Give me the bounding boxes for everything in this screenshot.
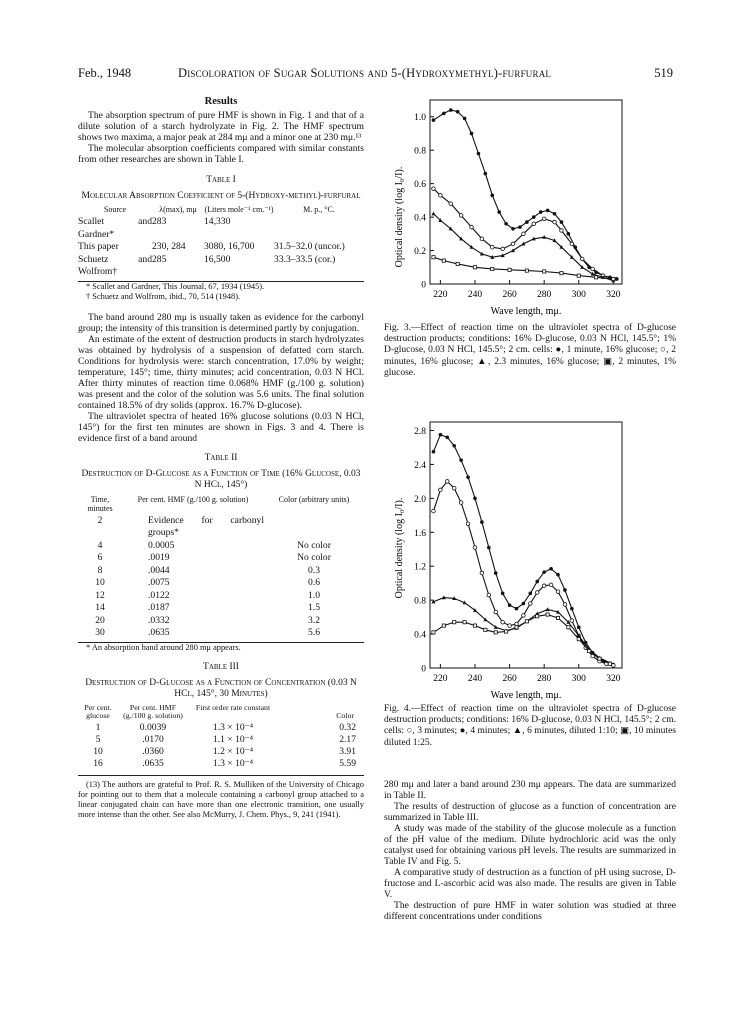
fig3-series-line <box>434 257 614 279</box>
figure-4-chart <box>384 418 676 702</box>
table2-row <box>78 515 364 540</box>
fig4-data-point <box>608 662 611 665</box>
fig3-data-point <box>525 220 529 224</box>
table2-cell-color: No color <box>297 552 331 563</box>
table2-cell-color: 0.6 <box>308 577 320 588</box>
table3-col-rate: First order rate constant <box>195 702 271 712</box>
fig4-data-point <box>466 522 470 526</box>
fig3-data-point <box>431 212 435 216</box>
fig4-data-point <box>445 480 449 484</box>
fig4-series-line <box>434 598 610 663</box>
fig3-data-point <box>459 214 463 218</box>
table2-body <box>78 515 364 640</box>
fig4-y-tick-label: 1.2 <box>414 562 426 573</box>
table1-cell-lmax: 285 <box>152 253 167 265</box>
table3-cell-hmf: 0.0039 <box>139 721 167 733</box>
table2-col-hmf: Per cent. HMF (g./100 g. solution) <box>137 494 249 504</box>
fig3-y-tick-label: 0.6 <box>414 180 426 191</box>
fig4-data-point <box>442 624 445 627</box>
fig4-data-point <box>452 486 456 490</box>
right-paragraph-4: A comparative study of destruction as a function of pH using sucrose, D-fructose and L-ascorbic acid was also made. The results are given in Table V. <box>384 867 676 900</box>
table2-cell-time: 14 <box>95 602 105 613</box>
table2-col-time: Time, minutes <box>87 494 113 513</box>
fig3-data-point <box>532 215 536 219</box>
table2-cell-time: 20 <box>95 614 105 626</box>
fig3-data-point <box>560 272 563 275</box>
right-paragraph-1: 280 mμ and later a band around 230 mμ appears. The data are summarized in Table II. <box>384 779 676 801</box>
fig3-data-point <box>560 220 564 224</box>
fig3-series-line <box>434 110 617 279</box>
table3-cell-color: 5.59 <box>339 757 356 769</box>
table3-row <box>78 734 364 746</box>
table2-cell-hmf: .0635 <box>148 627 170 638</box>
fig3-data-point <box>484 172 488 176</box>
table2-footnote: * An absorption band around 280 mμ appears. <box>86 642 241 652</box>
table2-cell-hmf: .0044 <box>148 564 170 576</box>
fig4-data-point <box>522 602 526 606</box>
table1-cell-mp: 33.3–33.5 (cor.) <box>274 253 336 265</box>
table3-cell-color: 3.91 <box>339 745 356 757</box>
table1-col-lmax: λ(max), mμ <box>159 205 197 214</box>
fig4-data-point <box>473 546 477 550</box>
fig3-data-point <box>473 266 476 269</box>
fig4-data-point <box>563 588 567 592</box>
table2-cell-time: 10 <box>95 577 105 588</box>
table2-row <box>78 552 364 565</box>
fig4-data-point <box>466 475 470 479</box>
fig4-data-point <box>432 509 436 513</box>
fig4-data-point <box>529 602 533 606</box>
table2-header <box>78 495 364 513</box>
left-column <box>78 96 364 820</box>
table2-cell-time: 30 <box>95 627 105 638</box>
table2-cell-hmf: .0332 <box>148 614 170 626</box>
fig4-data-point <box>515 607 519 611</box>
results-paragraph-2: The molecular absorption coefficients compared with similar constants from other researches are shown in Table I. <box>78 143 364 165</box>
table1-cell-source: Schuetz and Wolfrom† <box>78 253 152 277</box>
page-number: 519 <box>654 66 673 80</box>
table3-cell-hmf: .0635 <box>142 757 164 769</box>
table3-cell-rate: 1.3 × 10⁻⁴ <box>212 721 254 733</box>
body-paragraph-3: The band around 280 mμ is usually taken as evidence for the carbonyl group; the intensity of this transition is determined partly by conjugation. <box>78 311 364 334</box>
fig3-data-point <box>491 267 494 270</box>
fig4-data-point <box>577 625 581 629</box>
fig3-data-point <box>553 220 557 224</box>
table3-row <box>78 758 364 770</box>
table2-cell-color: 1.5 <box>308 602 320 613</box>
table1-cell-eps: 14,330 <box>204 216 231 227</box>
table1-col-source: Source <box>103 205 127 214</box>
table3-cell-rate: 1.1 × 10⁻⁴ <box>212 733 254 745</box>
table3-row <box>78 722 364 734</box>
table1-row <box>78 216 364 241</box>
table3-cell-glucose: 5 <box>95 733 101 745</box>
table2-label: Table II <box>204 452 238 463</box>
fig4-y-tick-label: 2.8 <box>414 426 426 437</box>
fig4-data-point <box>536 615 539 618</box>
table2-cell-color: No color <box>297 539 331 551</box>
fig4-data-point <box>563 603 567 607</box>
table1-cell-eps: 16,500 <box>204 253 231 265</box>
table3-body <box>78 722 364 770</box>
fig3-y-tick-label: 0.4 <box>414 213 426 224</box>
table3-title: Destruction of D-Glucose as a Function of Concentration (0.03 N HCl, 145°, 30 Minutes) <box>85 677 357 699</box>
fig4-data-point <box>439 433 443 437</box>
fig4-data-point <box>452 444 456 448</box>
fig4-data-point <box>522 614 526 618</box>
fig4-x-tick-label: 300 <box>571 674 586 684</box>
fig3-x-tick-label: 220 <box>433 290 448 300</box>
fig3-data-point <box>511 227 515 231</box>
results-heading: Results <box>204 96 238 107</box>
fig4-data-point <box>473 624 476 627</box>
fig4-data-point <box>598 657 601 660</box>
footnote-13: (13) The authors are grateful to Prof. R. S. Mulliken of the University of Chicago for pointing out to them that a molecule containing a carbonyl group attached to a linear conjugated chain can have more than one electronic transition, one usually more intense than the other. See also McMurry, J. Chem. Phys., 9, 241 (1941). <box>78 779 364 819</box>
fig3-data-point <box>463 117 467 121</box>
table2-cell-color: 0.3 <box>308 564 320 576</box>
table1-cell-mp: 31.5–32.0 (uncor.) <box>274 241 345 252</box>
fig4-plot-frame <box>430 422 622 668</box>
fig3-data-point <box>560 229 564 233</box>
fig4-x-tick-label: 320 <box>606 674 621 684</box>
fig4-data-point <box>612 664 616 668</box>
fig4-data-point <box>588 649 591 652</box>
table3-col-color: Color <box>336 711 354 721</box>
fig4-data-point <box>549 583 553 587</box>
table1-label: Table I <box>206 175 236 185</box>
figure-4-caption: Fig. 4.—Effect of reaction time on the ultraviolet spectra of D-glucose destruction products; conditions: 16% D-glucose, 0.03 N HCl, 145.5°; 2 cm. cells: ○, 3 minutes; ●, 4 minutes; ▲, 6 minutes, diluted 1:10; ▣, 10 minutes diluted 1:25. <box>384 704 676 748</box>
fig4-x-axis-label: Wave length, mμ. <box>490 690 562 701</box>
fig3-data-point <box>546 209 550 213</box>
fig4-series-line <box>434 435 614 665</box>
fig4-data-point <box>535 591 539 595</box>
table3-cell-color: 0.32 <box>339 721 356 733</box>
fig3-data-point <box>553 212 557 216</box>
table1 <box>78 205 364 214</box>
fig4-data-point <box>480 520 484 524</box>
fig4-data-point <box>445 435 449 439</box>
fig3-data-point <box>432 256 435 259</box>
fig4-data-point <box>432 450 436 454</box>
table2-row <box>78 615 364 628</box>
header-title: Discoloration of Sugar Solutions and 5-(Hydroxymethyl)-furfural <box>178 66 552 80</box>
results-paragraph-1: The absorption spectrum of pure HMF is shown in Fig. 1 and that of a dilute solution of a starch hydrolyzate in Fig. 2. The HMF spectrum shows two maxima, a major peak at 284 mμ and a minor one at 230 mμ.¹³ <box>78 110 364 143</box>
fig3-data-point <box>612 277 615 280</box>
figure-3-chart <box>384 92 676 320</box>
fig4-y-axis-label: Optical density (log I₀/I). <box>394 497 405 599</box>
table2-cell-time: 6 <box>97 552 103 563</box>
fig4-data-point <box>567 626 570 629</box>
table1-footnote-a: * Scallet and Gardner, This Journal, 67, 1934 (1945). <box>86 281 265 291</box>
fig4-data-point <box>542 570 546 574</box>
body-paragraph-5: The ultraviolet spectra of heated 16% glucose solutions (0.03 N HCl, 145°) for the first ten minutes are shown in Figs. 3 and 4. There is evidence first of a band around <box>78 410 364 444</box>
table2-row <box>78 602 364 615</box>
table3-col-hmf: Per cent. HMF (g./100 g. solution) <box>123 702 183 721</box>
fig4-data-point <box>505 630 508 633</box>
table2-title: Destruction of D-Glucose as a Function of Time (16% Glucose, 0.03 N HCl, 145°) <box>81 468 361 490</box>
fig4-data-point <box>546 607 550 611</box>
fig3-series-group <box>431 108 618 282</box>
fig4-data-point <box>570 619 574 623</box>
fig4-data-point <box>487 546 491 550</box>
fig4-data-point <box>453 621 456 624</box>
fig3-data-point <box>442 112 446 116</box>
fig4-data-point <box>542 584 546 588</box>
fig4-data-point <box>535 580 539 584</box>
right-paragraph-2: The results of destruction of glucose as a function of concentration are summarized in Table III. <box>384 801 676 823</box>
table2-row <box>78 627 364 640</box>
fig4-data-point <box>480 571 484 575</box>
fig3-data-point <box>456 262 459 265</box>
fig3-plot-frame <box>430 100 622 284</box>
fig3-data-point <box>518 225 522 229</box>
fig4-data-point <box>494 571 498 575</box>
table3-label: Table III <box>203 661 239 672</box>
fig4-data-point <box>525 620 528 623</box>
fig3-y-tick-label: 0.8 <box>414 146 426 157</box>
fig3-x-tick-label: 260 <box>502 290 517 300</box>
table2-cell-hmf: .0019 <box>148 552 170 563</box>
table3-cell-hmf: .0170 <box>142 733 164 745</box>
fig3-data-point <box>432 118 436 122</box>
fig4-data-point <box>459 458 463 462</box>
fig3-y-tick-label: 0 <box>421 280 426 291</box>
fig4-data-point <box>494 610 498 614</box>
table1-cell-eps: 3080, 16,700 <box>204 241 255 252</box>
table3-cell-glucose: 16 <box>93 757 103 769</box>
fig3-data-point <box>439 194 443 198</box>
fig3-data-point <box>504 222 508 226</box>
fig4-data-point <box>549 567 553 571</box>
table2-col-color: Color (arbitrary units) <box>278 494 350 504</box>
fig4-data-point <box>432 631 435 634</box>
table3-cell-rate: 1.3 × 10⁻⁴ <box>212 757 254 769</box>
fig4-data-point <box>508 603 512 607</box>
fig4-series-line <box>434 615 610 664</box>
fig3-data-point <box>511 242 515 246</box>
fig3-data-point <box>480 237 484 241</box>
fig4-data-point <box>439 488 443 492</box>
fig3-data-point <box>497 210 501 214</box>
table2-cell-time: 2 <box>97 514 103 526</box>
fig4-data-point <box>577 638 580 641</box>
right-column-text <box>384 779 676 922</box>
fig4-data-point <box>501 620 505 624</box>
right-paragraph-3: A study was made of the stability of the glucose molecule as a function of the pH value of the medium. Dilute hydrochloric acid was the only catalyst used for obtaining various pH levels. The results are summarized in Table IV and Fig. 5. <box>384 823 676 867</box>
fig3-x-tick-label: 300 <box>571 290 586 300</box>
fig3-data-point <box>577 274 580 277</box>
table1-footnote-b: † Schuetz and Wolfrom, ibid., 70, 514 (1948). <box>86 291 241 301</box>
fig4-data-point <box>501 592 505 596</box>
fig3-data-point <box>570 242 574 246</box>
fig3-data-point <box>490 245 494 249</box>
table3-cell-hmf: .0360 <box>142 745 164 757</box>
fig3-data-point <box>456 110 460 114</box>
fig3-y-tick-label: 1.0 <box>414 113 426 124</box>
fig4-data-point <box>494 631 497 634</box>
figure-3-caption: Fig. 3.—Effect of reaction time on the ultraviolet spectra of D-glucose destruction products; conditions: 16% D-glucose, 0.03 N HCl, 145.5°; 1% D-glucose, 0.03 N HCl, 145.5°; 2 cm. cells: ●, 1 minute, 16% glucose; ○, 2 minutes, 16% glucose; ▲, 2.3 minutes, 16% glucose; ▣, 2 minutes, 1% glucose. <box>384 323 676 378</box>
fig3-data-point <box>449 202 453 206</box>
fig3-data-point <box>449 108 453 112</box>
table1-cell-lmax: 230, 284 <box>152 241 186 252</box>
fig3-data-point <box>542 235 546 239</box>
fig3-data-point <box>580 257 584 261</box>
fig4-data-point <box>556 590 560 594</box>
fig3-data-point <box>522 232 526 236</box>
fig3-data-point <box>591 267 595 271</box>
fig3-data-point <box>508 268 511 271</box>
fig3-data-point <box>490 194 494 198</box>
right-paragraph-5: The destruction of pure HMF in water solution was studied at three different concentrations under conditions <box>384 900 676 922</box>
table1-row <box>78 254 364 279</box>
table2-cell-color: 3.2 <box>308 614 320 626</box>
fig4-x-tick-label: 280 <box>537 674 552 684</box>
fig3-x-tick-label: 320 <box>606 290 621 300</box>
table2-cell-hmf: .0075 <box>148 577 170 588</box>
fig4-x-tick-label: 220 <box>433 674 448 684</box>
fig4-data-point <box>484 628 487 631</box>
fig3-data-point <box>567 232 571 236</box>
fig3-x-axis-label: Wave length, mμ. <box>490 306 562 317</box>
fig3-data-point <box>470 132 474 136</box>
fig4-data-point <box>459 501 463 505</box>
table1-row <box>78 241 364 254</box>
table2-cell-time: 12 <box>95 589 105 601</box>
table2-cell-color: 5.6 <box>308 627 320 638</box>
table3-cell-glucose: 1 <box>95 721 101 733</box>
table2-cell-hmf: Evidence for carbonyl groups* <box>148 514 264 538</box>
fig3-data-point <box>594 276 597 279</box>
fig4-data-point <box>508 624 512 628</box>
fig3-data-point <box>501 247 505 251</box>
fig3-data-point <box>542 217 546 221</box>
table2-cell-color <box>264 515 364 540</box>
table1-title: Molecular Absorption Coefficient of 5-(Hydroxy-methyl)-furfural <box>81 191 361 201</box>
table2-cell-color: 1.0 <box>308 589 320 601</box>
fig4-data-point <box>529 592 533 596</box>
table2-row <box>78 565 364 578</box>
table2-cell-hmf: .0187 <box>148 602 170 613</box>
fig4-y-tick-label: 0 <box>421 664 426 675</box>
header-date: Feb., 1948 <box>78 66 132 80</box>
fig3-x-tick-label: 240 <box>467 290 483 300</box>
table1-cell-source: This paper <box>78 241 119 252</box>
fig4-data-point <box>515 626 518 629</box>
table1-cell-lmax: 283 <box>152 216 167 227</box>
fig4-data-point <box>556 616 559 619</box>
fig4-data-point <box>487 593 491 597</box>
fig4-x-tick-label: 240 <box>467 674 483 684</box>
body-paragraph-4: An estimate of the extent of destruction products in starch hydrolyzates was obtained by hydrolysis of a suspension of defatted corn starch. Conditions for hydrolysis were: starch concentration, 17.0% by weight; temperature, 145°; time, thirty minutes; acid concentration, 0.03 N HCl. After thirty minutes of reaction time 0.068% HMF (g./100 g. solution) was present and the color of the solution was 5.6 units. The final solution contained 18.5% of dry solids (approx. 16.7% D-glucose). <box>78 333 364 411</box>
fig4-data-point <box>556 573 560 577</box>
fig4-y-tick-label: 0.4 <box>414 630 426 641</box>
fig3-data-point <box>532 222 536 226</box>
table3-row <box>78 746 364 758</box>
table1-body <box>78 216 364 279</box>
table2-row <box>78 590 364 603</box>
fig4-data-point <box>463 621 466 624</box>
table2-cell-hmf: .0122 <box>148 589 170 601</box>
table3-cell-glucose: 10 <box>93 745 103 757</box>
fig4-y-tick-label: 0.8 <box>414 596 426 607</box>
fig3-data-point <box>539 210 543 214</box>
table1-cell-source: Scallet and Gardner* <box>78 216 152 240</box>
fig4-ticks <box>414 427 621 684</box>
table3-col-glucose: Per cent. glucose <box>84 702 112 721</box>
fig3-data-point <box>432 187 436 191</box>
fig4-y-tick-label: 2.4 <box>414 460 426 471</box>
fig4-data-point <box>473 497 477 501</box>
table3-header <box>78 704 364 721</box>
table3-cell-rate: 1.2 × 10⁻⁴ <box>212 745 254 757</box>
fig3-data-point <box>477 152 481 156</box>
table3-cell-color: 2.17 <box>339 733 356 745</box>
table3-rule <box>78 775 364 776</box>
table1-col-mp: M. p., °C. <box>303 205 335 214</box>
fig3-data-point <box>525 269 528 272</box>
fig4-data-point <box>546 613 549 616</box>
fig4-series-line <box>434 481 614 665</box>
fig4-y-tick-label: 2.0 <box>414 494 426 505</box>
table2-row <box>78 577 364 590</box>
table2-cell-time: 4 <box>97 539 103 551</box>
fig4-data-point <box>570 607 574 611</box>
table2-row <box>78 540 364 553</box>
table1-cell-mp <box>274 216 364 241</box>
table2-cell-time: 8 <box>97 564 103 576</box>
fig4-series-group <box>431 433 615 667</box>
fig4-y-tick-label: 1.6 <box>414 528 426 539</box>
table2-cell-hmf: 0.0005 <box>148 539 175 551</box>
fig3-data-point <box>442 259 445 262</box>
fig3-data-point <box>543 270 546 273</box>
fig3-data-point <box>470 225 474 229</box>
table1-col-eps: (Liters mole⁻¹ cm.⁻¹) <box>204 205 274 214</box>
fig3-y-tick-label: 0.2 <box>414 247 426 258</box>
fig4-data-point <box>515 622 519 626</box>
fig4-x-tick-label: 260 <box>502 674 517 684</box>
fig3-y-axis-label: Optical density (log I₀/I). <box>394 166 405 268</box>
fig3-x-tick-label: 280 <box>537 290 552 300</box>
